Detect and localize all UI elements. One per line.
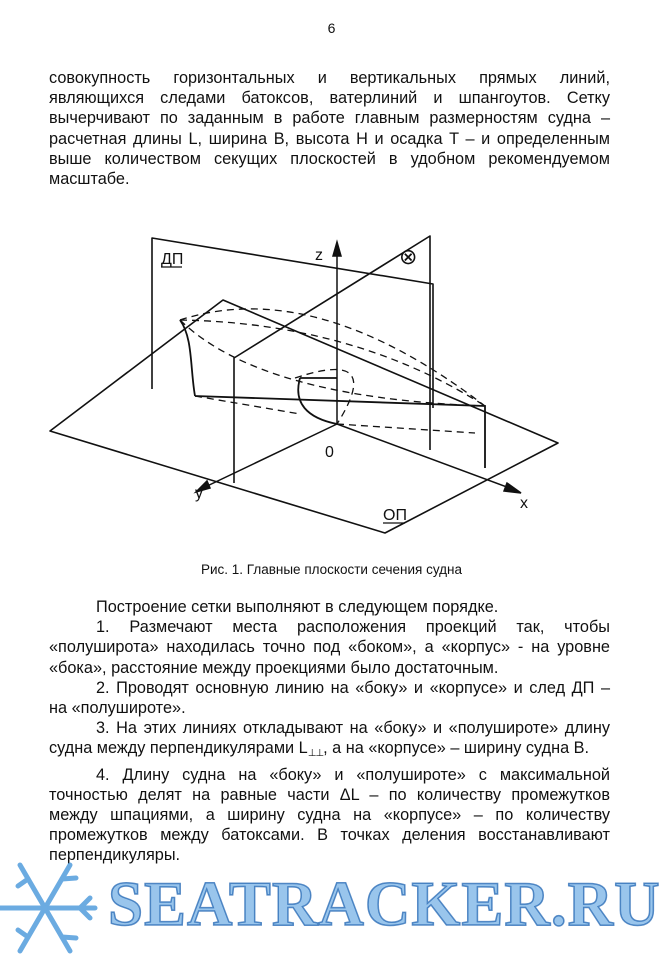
hull-half-breadth-upper [180, 309, 485, 406]
procedure-steps [49, 597, 610, 866]
label-x: x [520, 495, 528, 512]
watermark-text: SEATRACKER.RU [108, 869, 661, 939]
perp-subscript: ⊥⊥ [307, 748, 324, 760]
figure-caption: Рис. 1. Главные плоскости сечения судна [200, 562, 463, 577]
centerline-plane-dp [152, 238, 433, 408]
step-1: 1. Размечают места расположения проекций так, чтобы «полуширота» находилась точно под «боком», а «корпус» - на уровне «бока», расстояние между проекциями было достаточным. [49, 618, 610, 677]
label-z: z [315, 247, 323, 264]
y-axis [203, 424, 337, 488]
intro-paragraph: совокупность горизонтальных и вертикальных прямых линий, являющихся следами батоксов, ватерлиний и шпангоутов. Сетку вычерчивают по заданным в работе главным размерностям судна – расчетная длины L, ширина B, высота H и осадка T – и определенным выше количеством секущих плоскостей в удобном рекомендуемом масштабе. [49, 69, 610, 189]
baseline-plane-op [50, 300, 558, 533]
step-4: 4. Длину судна на «боку» и «полушироте» с максимальной точностью делят на равные части ΔL – по количеству промежутков между шпациями, а ширину судна на «корпусе» – по количеству промежутков между батоксами. В точках деления восстанавливают перпендикуляры. [49, 765, 610, 865]
ship-planes-diagram [45, 228, 605, 538]
step-3 [49, 718, 610, 764]
label-dp-plane: ДП [161, 251, 184, 268]
label-midship: ⊗ [399, 244, 418, 269]
x-axis [337, 424, 515, 490]
step-3-rest: , а на «корпусе» – ширину судна B. [323, 739, 590, 758]
hull-keel-line [195, 396, 485, 468]
steps-lead: Построение сетки выполняют в следующем порядке. [96, 598, 499, 616]
label-y: y [195, 485, 203, 502]
page-number: 6 [327, 20, 336, 36]
step-2: 2. Проводят основную линию на «боку» и «корпусе» и след ДП – на «полушироте». [49, 678, 610, 718]
label-op: ОП [383, 507, 407, 524]
watermark [0, 858, 663, 958]
figure-ship-planes [45, 228, 605, 538]
snowflake-logo-icon [0, 858, 110, 958]
step-3-main: 3. На этих линиях откладывают на «боку» и «полушироте» длину судна между перпендикулярами L [49, 719, 610, 758]
label-origin: 0 [325, 444, 334, 461]
